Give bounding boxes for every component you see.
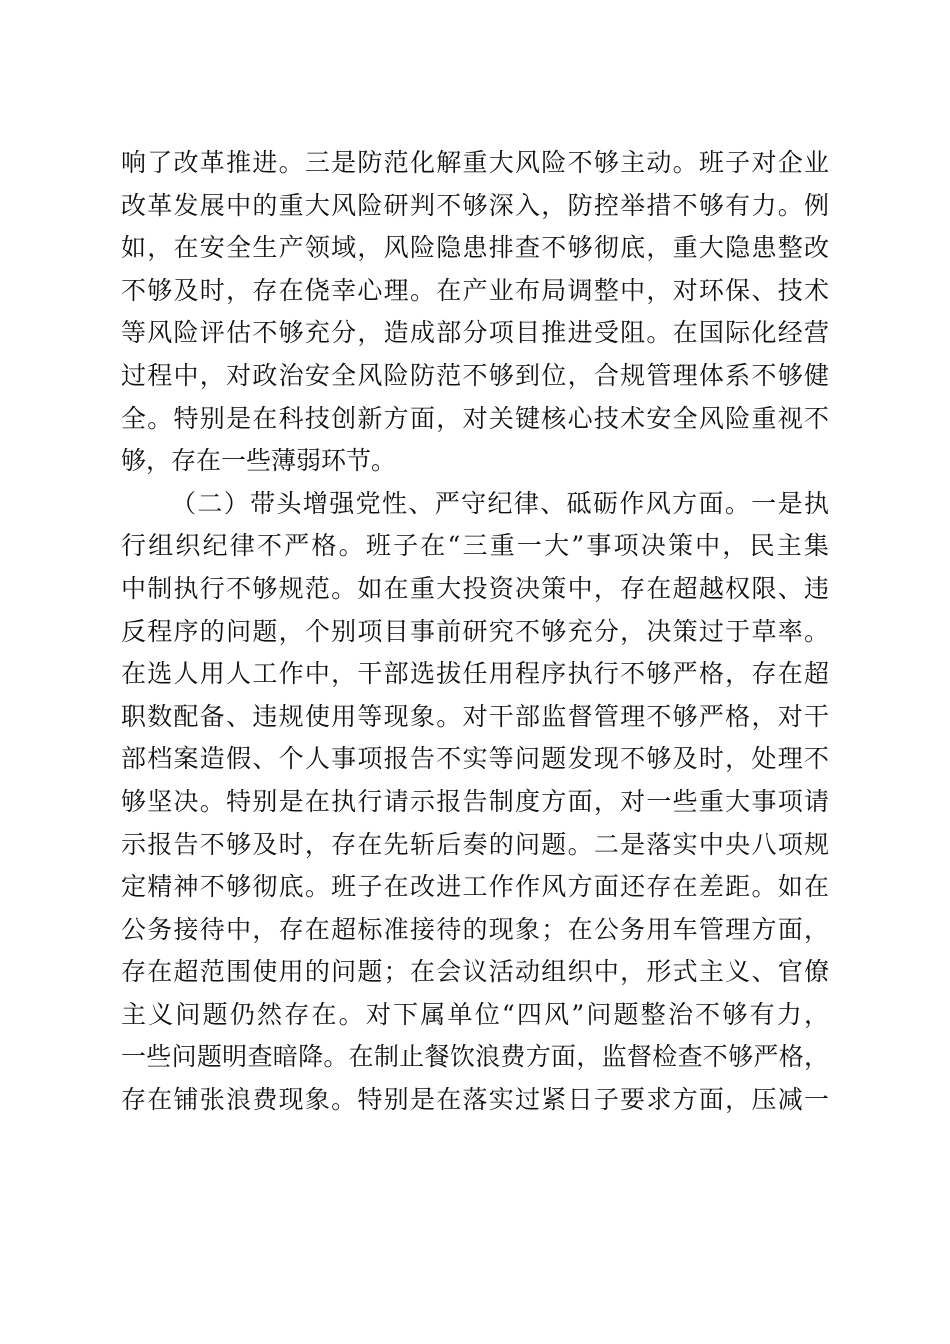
text-line: 改革发展中的重大风险研判不够深入，防控举措不够有力。例 bbox=[121, 190, 829, 220]
text-line: 示报告不够及时，存在先斩后奏的问题。二是落实中央八项规 bbox=[121, 829, 829, 859]
text-line: 中制执行不够规范。如在重大投资决策中，存在超越权限、违 bbox=[121, 573, 829, 603]
text-line: 全。特别是在科技创新方面，对关键核心技术安全风险重视不 bbox=[121, 403, 829, 433]
text-line: 响了改革推进。三是防范化解重大风险不够主动。班子对企业 bbox=[121, 148, 829, 177]
text-line: 公务接待中，存在超标准接待的现象；在公务用车管理方面， bbox=[121, 914, 829, 944]
text-line: 存在超范围使用的问题；在会议活动组织中，形式主义、官僚 bbox=[121, 957, 829, 987]
text-line: 存在铺张浪费现象。特别是在落实过紧日子要求方面，压减一 bbox=[121, 1085, 829, 1115]
text-line: 在选人用人工作中，干部选拔任用程序执行不够严格，存在超 bbox=[121, 659, 829, 689]
body-text bbox=[121, 142, 829, 1122]
text-line: 行组织纪律不严格。班子在“三重一大”事项决策中，民主集 bbox=[121, 531, 829, 561]
text-line: 反程序的问题，个别项目事前研究不够充分，决策过于草率。 bbox=[121, 616, 829, 646]
text-line: 不够及时，存在侥幸心理。在产业布局调整中，对环保、技术 bbox=[121, 275, 829, 305]
text-line: 定精神不够彻底。班子在改进工作作风方面还存在差距。如在 bbox=[121, 872, 829, 902]
text-line: 职数配备、违规使用等现象。对干部监督管理不够严格，对干 bbox=[121, 701, 829, 731]
text-line: 等风险评估不够充分，造成部分项目推进受阻。在国际化经营 bbox=[121, 318, 829, 348]
section-heading-line: （二）带头增强党性、严守纪律、砥砺作风方面。一是执 bbox=[171, 488, 829, 518]
text-line: 主义问题仍然存在。对下属单位“四风”问题整治不够有力， bbox=[121, 999, 829, 1029]
text-line: 过程中，对政治安全风险防范不够到位，合规管理体系不够健 bbox=[121, 360, 829, 390]
text-line: 如，在安全生产领域，风险隐患排查不够彻底，重大隐患整改 bbox=[121, 233, 829, 263]
text-line: 部档案造假、个人事项报告不实等问题发现不够及时，处理不 bbox=[121, 744, 829, 774]
text-line: 一些问题明查暗降。在制止餐饮浪费方面，监督检查不够严格， bbox=[121, 1042, 829, 1072]
text-line: 够，存在一些薄弱环节。 bbox=[121, 446, 397, 476]
text-line: 够坚决。特别是在执行请示报告制度方面，对一些重大事项请 bbox=[121, 786, 829, 816]
